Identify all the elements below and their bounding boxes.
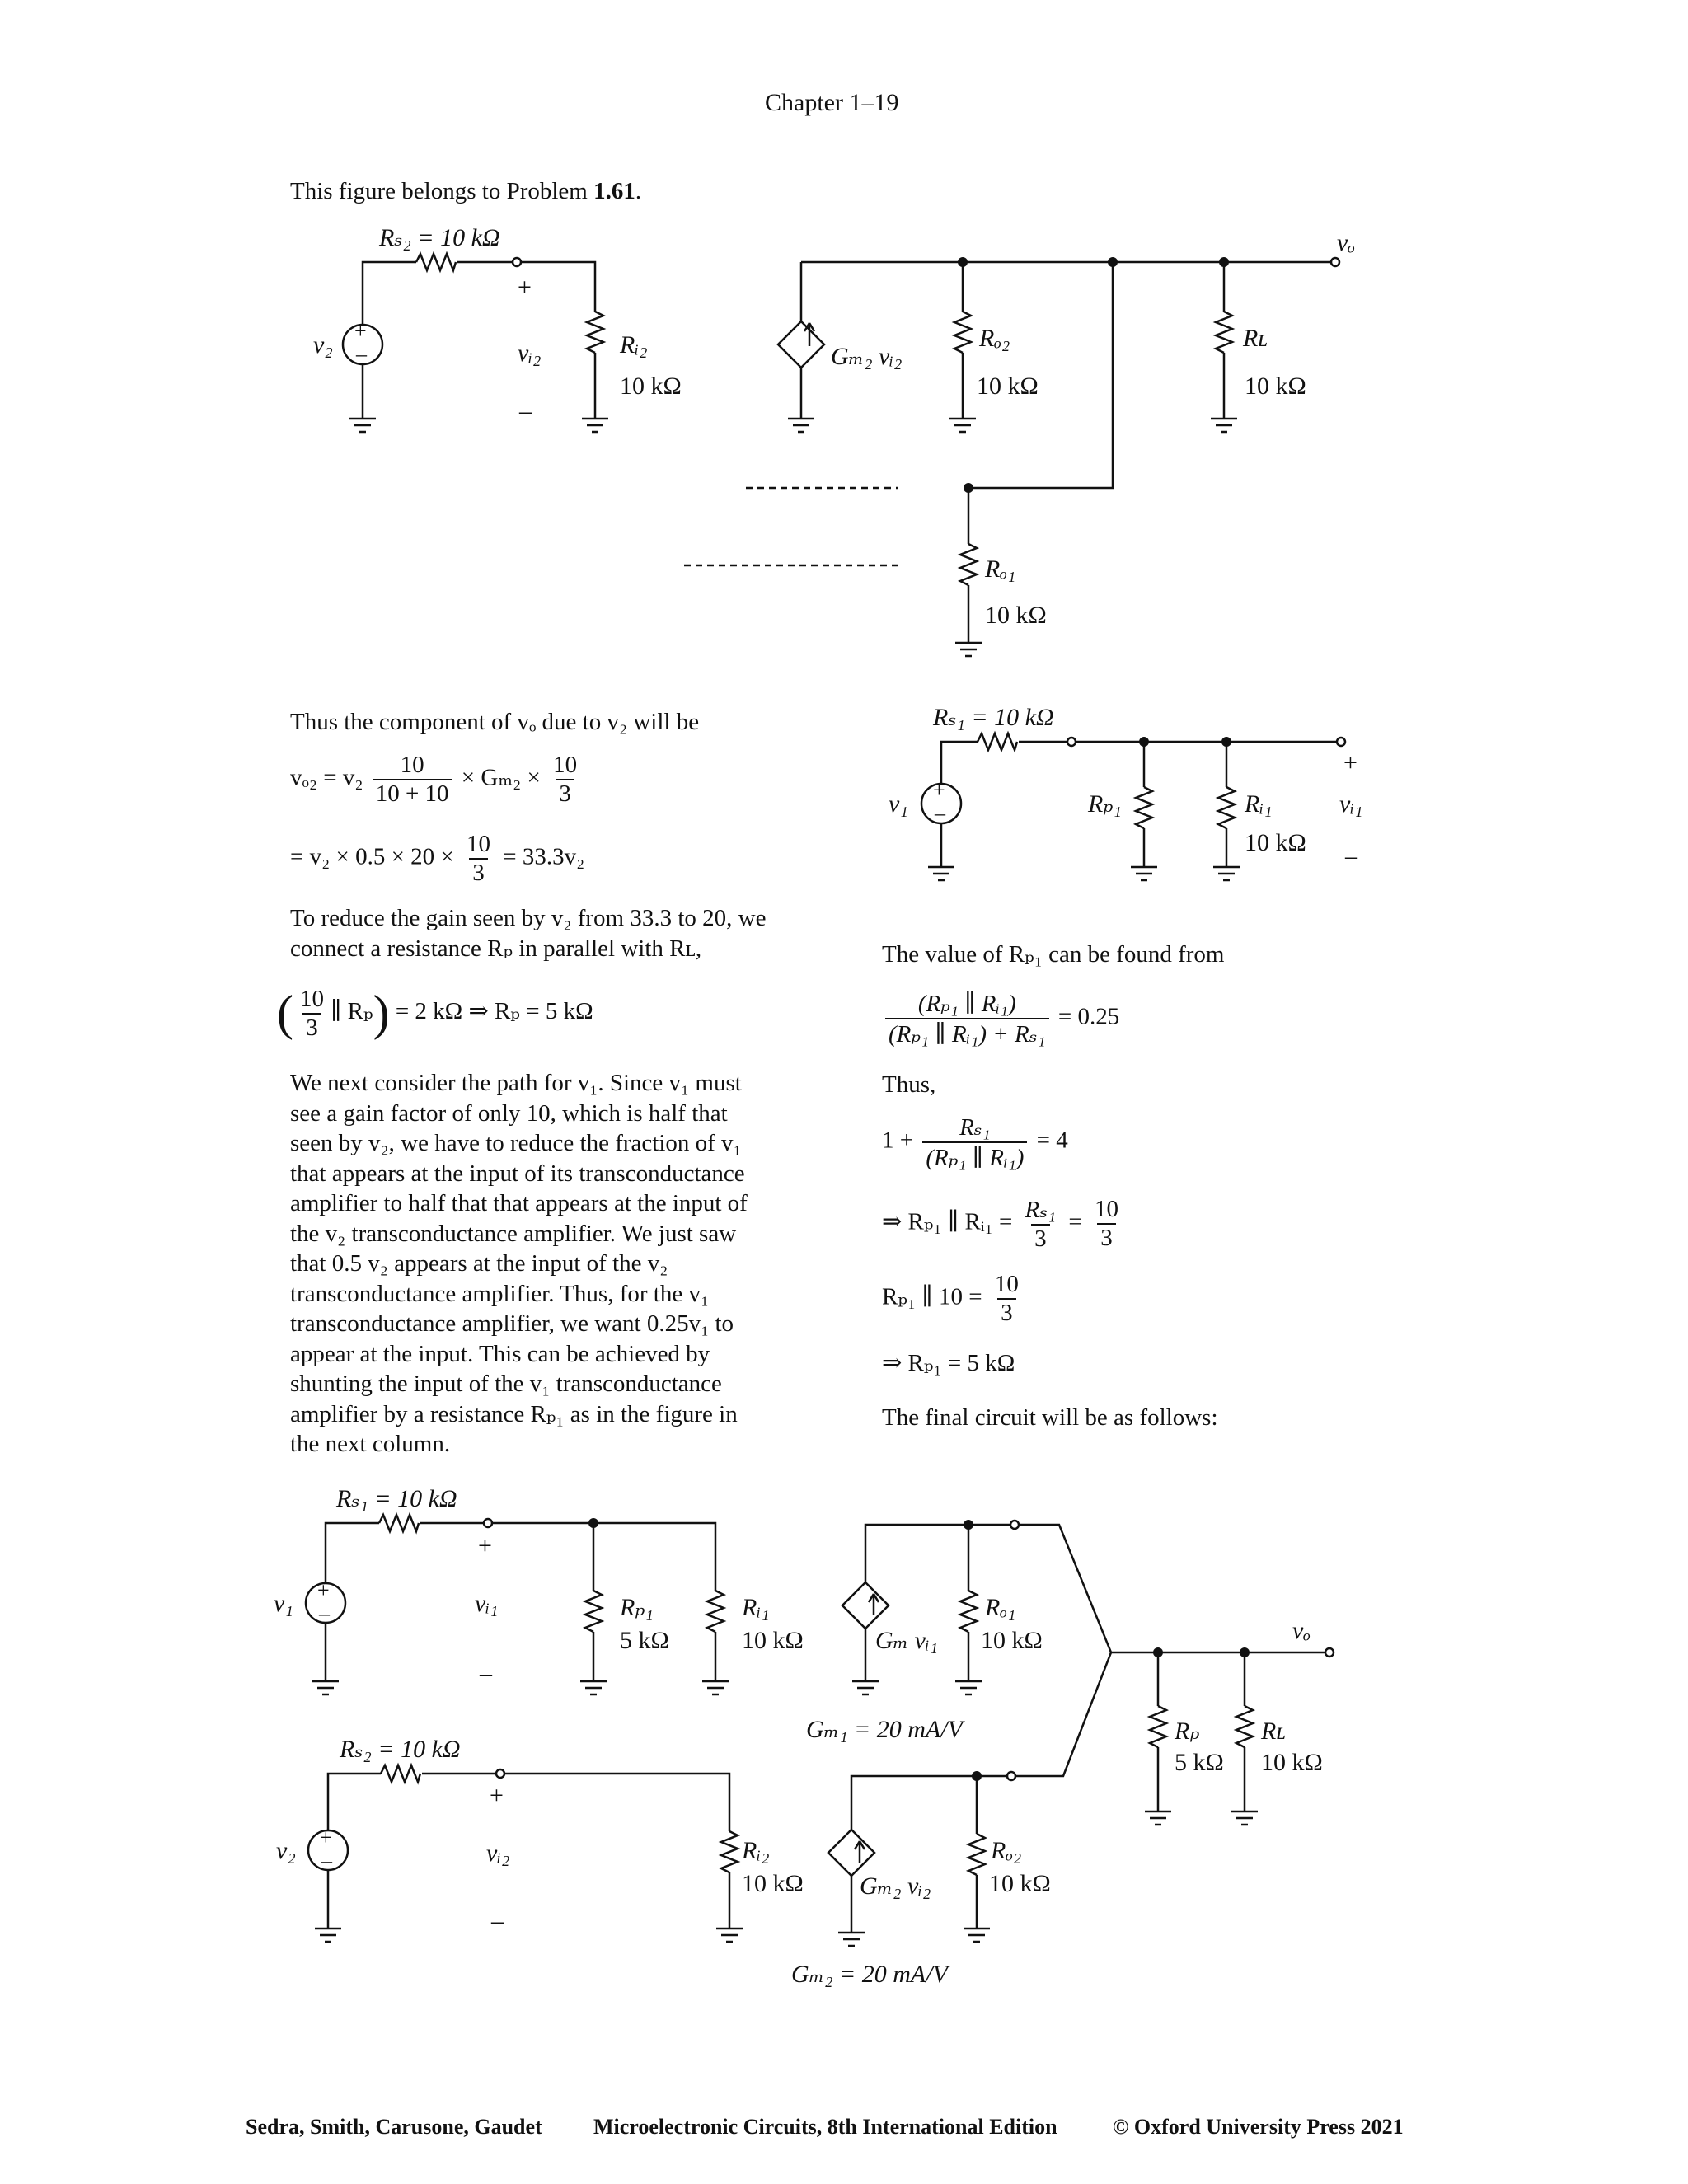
p3-line: amplifier by a resistance Rₚ₁ as in the figure in xyxy=(290,1400,738,1427)
fig1-v2-minus: – xyxy=(356,342,367,366)
fig3-vi1-label: vᵢ₁ xyxy=(475,1590,499,1617)
eqC-f2-num: 10 xyxy=(1094,1196,1118,1222)
fig3-gm1-arrow-icon xyxy=(869,1594,879,1615)
fig2-v1-label: v₁ xyxy=(889,790,908,818)
fig3-rp-label: Rₚ xyxy=(1175,1718,1200,1745)
fig3-gm2-vi2-label: Gₘ₂ vᵢ₂ xyxy=(860,1872,931,1900)
fig2-minus: – xyxy=(1345,842,1357,869)
fig1-ri2-label: Rᵢ₂ xyxy=(620,331,648,359)
fig3-gm1-label: Gₘ₁ = 20 mA/V xyxy=(806,1716,963,1743)
svg-text:+: + xyxy=(320,1825,332,1849)
eqD-lhs: Rₚ₁ ∥ 10 = xyxy=(882,1283,982,1310)
right-paragraph-1: The value of Rₚ₁ can be found from xyxy=(882,941,1225,968)
fig1-v2-plus: + xyxy=(354,319,367,343)
fig2-plus: + xyxy=(1343,749,1357,776)
right-thus: Thus, xyxy=(882,1071,936,1098)
eq1-f1-num: 10 xyxy=(400,752,424,778)
right-paragraph-2: The final circuit will be as follows: xyxy=(882,1404,1218,1431)
p3-line: transconductance amplifier. Thus, for the v₁ xyxy=(290,1280,710,1307)
fig3-gm2-arrow-icon xyxy=(855,1841,865,1863)
footer-authors: Sedra, Smith, Carusone, Gaudet xyxy=(246,2115,542,2139)
eq3-par: ∥ Rₚ xyxy=(330,998,373,1025)
eq1-f2-num: 10 xyxy=(553,752,578,778)
fig3-minus-1: – xyxy=(480,1660,492,1687)
p3-line: that appears at the input of its transconductance xyxy=(290,1160,745,1187)
p3-line: the v₂ transconductance amplifier. We just saw xyxy=(290,1220,737,1247)
fig1-rl-value: 10 kΩ xyxy=(1245,373,1306,400)
p3-line: that 0.5 v₂ appears at the input of the v₂ xyxy=(290,1250,668,1277)
eqD-num: 10 xyxy=(994,1271,1019,1297)
fig3-vi2-label: vᵢ₂ xyxy=(486,1840,510,1867)
p3-line: seen by v₂, we have to reduce the fraction of v₁ xyxy=(290,1130,742,1156)
left-paragraph-2: To reduce the gain seen by v₂ from 33.3 to 20, we connect a resistance Rₚ in parallel with Rʟ, xyxy=(290,905,767,962)
eqA-num: (Rₚ₁ ∥ Rᵢ₁) xyxy=(917,991,1016,1017)
fig3-ro2-resistor xyxy=(968,1834,985,1875)
fig3-rl-label: Rʟ xyxy=(1261,1718,1287,1745)
fig3-plus-1: + xyxy=(478,1532,492,1559)
fig3-rp1-value: 5 kΩ xyxy=(620,1627,669,1654)
fig3-vo-label: vₒ xyxy=(1292,1617,1311,1644)
eqB-den: (Rₚ₁ ∥ Rᵢ₁) xyxy=(922,1141,1027,1172)
p3-line: the next column. xyxy=(290,1431,451,1457)
fig3-ri1-value: 10 kΩ xyxy=(742,1627,804,1654)
fig1-ro1-value: 10 kΩ xyxy=(985,602,1047,629)
fig1-rl-label: Rʟ xyxy=(1243,325,1268,352)
fig3-rs1-resistor xyxy=(379,1515,419,1531)
fig3-ri2-label: Rᵢ₂ xyxy=(742,1837,770,1864)
eq3-f-num: 10 xyxy=(299,985,324,1012)
fig3-ri1-label: Rᵢ₁ xyxy=(742,1594,770,1621)
eqB-rhs: = 4 xyxy=(1036,1127,1068,1154)
fig3-ro1-resistor xyxy=(960,1591,977,1632)
eq2-f-den: 3 xyxy=(469,858,488,887)
fig1-ro1-label: Rₒ₁ xyxy=(985,555,1016,583)
fig1-vo-label: vₒ xyxy=(1337,229,1355,256)
intro-prefix: This figure belongs to Problem xyxy=(290,178,594,204)
eq2-rhs: = 33.3v₂ xyxy=(503,843,585,870)
p3-line: appear at the input. This can be achieved by xyxy=(290,1340,710,1367)
eq2-f-num: 10 xyxy=(467,831,491,857)
fig1-v2-label: v₂ xyxy=(313,331,333,359)
fig3-gm1-source xyxy=(842,1582,889,1629)
eq1-lhs: vₒ₂ = v₂ xyxy=(290,764,363,791)
fig3-ri1-resistor xyxy=(707,1591,724,1632)
footer-book: Microelectronic Circuits, 8th International Edition xyxy=(593,2115,1057,2139)
p3-line: amplifier to half that that appears at the input of xyxy=(290,1190,748,1216)
p3-line: shunting the input of the v₁ transconductance xyxy=(290,1371,722,1397)
fig3-ri2-value: 10 kΩ xyxy=(742,1870,804,1897)
svg-text:–: – xyxy=(319,1601,330,1625)
fig3-rl-resistor xyxy=(1236,1706,1253,1747)
fig1-vi2-label: vᵢ₂ xyxy=(518,340,542,367)
fig2-ri1-value: 10 kΩ xyxy=(1245,829,1306,856)
eq3-f-den: 3 xyxy=(302,1013,321,1042)
equation-e: ⇒ Rₚ₁ = 5 kΩ xyxy=(882,1350,1015,1376)
svg-text:–: – xyxy=(321,1849,332,1872)
fig3-v1-label: v₁ xyxy=(274,1590,293,1617)
fig2-vi1-label: vᵢ₁ xyxy=(1339,790,1363,818)
fig3-minus-2: – xyxy=(491,1907,504,1934)
fig2-rp1-label: Rₚ₁ xyxy=(1088,790,1122,818)
eq1-f2-den: 3 xyxy=(556,779,574,808)
fig1-plus: + xyxy=(518,274,532,301)
fig3-ri2-resistor xyxy=(721,1831,738,1872)
eqC-eq: = xyxy=(1068,1208,1082,1235)
fig3-rp-resistor xyxy=(1150,1706,1166,1747)
eqA-den: (Rₚ₁ ∥ Rᵢ₁) + Rₛ₁ xyxy=(885,1018,1049,1048)
footer-copyright: © Oxford University Press 2021 xyxy=(1113,2115,1404,2139)
fig3-gm-vi1-label: Gₘ vᵢ₁ xyxy=(875,1627,939,1654)
fig2-v1-plus: + xyxy=(933,778,945,802)
eqA-rhs: = 0.25 xyxy=(1057,1003,1120,1030)
fig3-rl-value: 10 kΩ xyxy=(1261,1749,1323,1776)
fig3-rp1-resistor xyxy=(585,1591,602,1632)
left-paragraph-1: Thus the component of vₒ due to v₂ will be xyxy=(290,709,700,735)
eq3-open-paren: ( xyxy=(277,986,293,1040)
fig1-rs2-label: Rₛ₂ = 10 kΩ xyxy=(379,224,500,251)
eqB-lhs: 1 + xyxy=(882,1127,914,1154)
p3-line: transconductance amplifier, we want 0.25v₁ to xyxy=(290,1310,734,1337)
fig2-ri1-label: Rᵢ₁ xyxy=(1245,790,1273,818)
fig3-rp1-label: Rₚ₁ xyxy=(620,1594,654,1621)
eqB-num: Rₛ₁ xyxy=(959,1114,991,1141)
eqC-f1-num: Rₛ₁ xyxy=(1025,1197,1057,1223)
fig1-minus: – xyxy=(519,397,532,424)
p3-line: see a gain factor of only 10, which is half that xyxy=(290,1099,728,1127)
p3-line: We next consider the path for v₁. Since v₁ must xyxy=(290,1070,742,1096)
svg-text:+: + xyxy=(317,1578,330,1602)
fig2-v1-minus: – xyxy=(935,801,945,825)
fig3-ro1-label: Rₒ₁ xyxy=(985,1594,1016,1621)
eq3-close-paren: ) xyxy=(373,986,390,1040)
fig3-rs2-resistor xyxy=(381,1765,420,1782)
fig2-rs1-label: Rₛ₁ = 10 kΩ xyxy=(933,704,1054,731)
fig3-ro2-value: 10 kΩ xyxy=(989,1870,1051,1897)
fig3-v2-label: v₂ xyxy=(276,1837,296,1864)
eq1-mid: × Gₘ₂ × xyxy=(461,764,541,791)
eqC-f1-den: 3 xyxy=(1031,1224,1050,1253)
fig1-ro2-label: Rₒ₂ xyxy=(979,325,1010,352)
eqC-f2-den: 3 xyxy=(1097,1223,1116,1252)
fig3-gm2-source xyxy=(828,1830,874,1876)
fig3-rp-value: 5 kΩ xyxy=(1175,1749,1224,1776)
fig3-ro1-value: 10 kΩ xyxy=(981,1627,1043,1654)
eqD-den: 3 xyxy=(997,1298,1016,1327)
fig3-ro2-label: Rₒ₂ xyxy=(991,1837,1022,1864)
fig3-rs2-label: Rₛ₂ = 10 kΩ xyxy=(340,1736,461,1763)
intro-suffix: . xyxy=(635,178,642,204)
fig1-ro2-value: 10 kΩ xyxy=(977,373,1039,400)
eq1-f1-den: 10 + 10 xyxy=(373,779,452,808)
fig1-gm2-label: Gₘ₂ vᵢ₂ xyxy=(831,343,903,370)
eqC-lhs: ⇒ Rₚ₁ ∥ Rᵢ₁ = xyxy=(882,1208,1013,1235)
problem-number: 1.61 xyxy=(593,178,635,204)
fig3-rs1-label: Rₛ₁ = 10 kΩ xyxy=(336,1485,457,1512)
fig1-ri2-value: 10 kΩ xyxy=(620,373,682,400)
fig3-gm2-label: Gₘ₂ = 20 mA/V xyxy=(791,1961,948,1988)
fig3-plus-2: + xyxy=(490,1782,504,1809)
eq3-rhs: = 2 kΩ ⇒ Rₚ = 5 kΩ xyxy=(395,998,593,1025)
eq2-lhs: = v₂ × 0.5 × 20 × xyxy=(290,843,454,870)
page-header: Chapter 1–19 xyxy=(765,89,899,116)
